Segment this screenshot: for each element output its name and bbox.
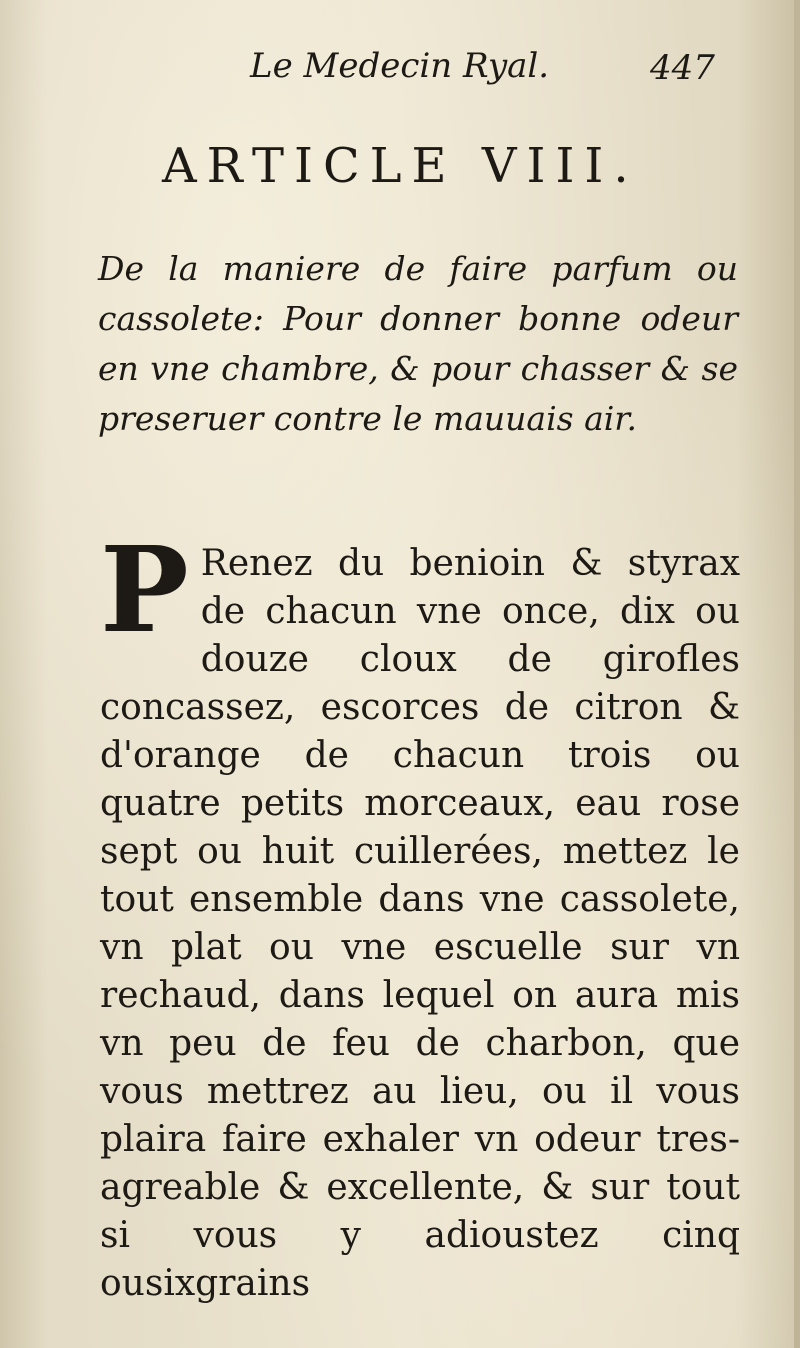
running-title: Le Medecin Ryal. — [250, 46, 550, 86]
body-paragraph — [100, 520, 740, 1308]
page-number: 447 — [650, 48, 715, 88]
article-subtitle: De la maniere de faire parfum ou cassolete: Pour donner bonne odeur en vne chambre, & pour chasser & se preseruer contre le mauuais air. — [98, 249, 738, 438]
page-edge — [794, 0, 800, 1348]
body-text: Renez du benioin & styrax de chacun vne once, dix ou douze cloux de girofles concassez, escorces de citron & d'orange de chacun trois ou quatre petits morceaux, eau rose sept ou huit cuillerées, mettez le tout ensemble dans vne cassolete, vn plat ou vne escuelle sur vn rechaud, dans lequel on aura mis vn peu de feu de charbon, que vous mettrez au lieu, ou il vous plaira faire exhaler vn odeur tres-agreable & excellente, & sur tout si vous y adioustez cinq ousixgrains — [100, 543, 740, 1304]
article-heading: ARTICLE VIII. — [162, 138, 639, 194]
drop-cap: P — [100, 520, 189, 659]
